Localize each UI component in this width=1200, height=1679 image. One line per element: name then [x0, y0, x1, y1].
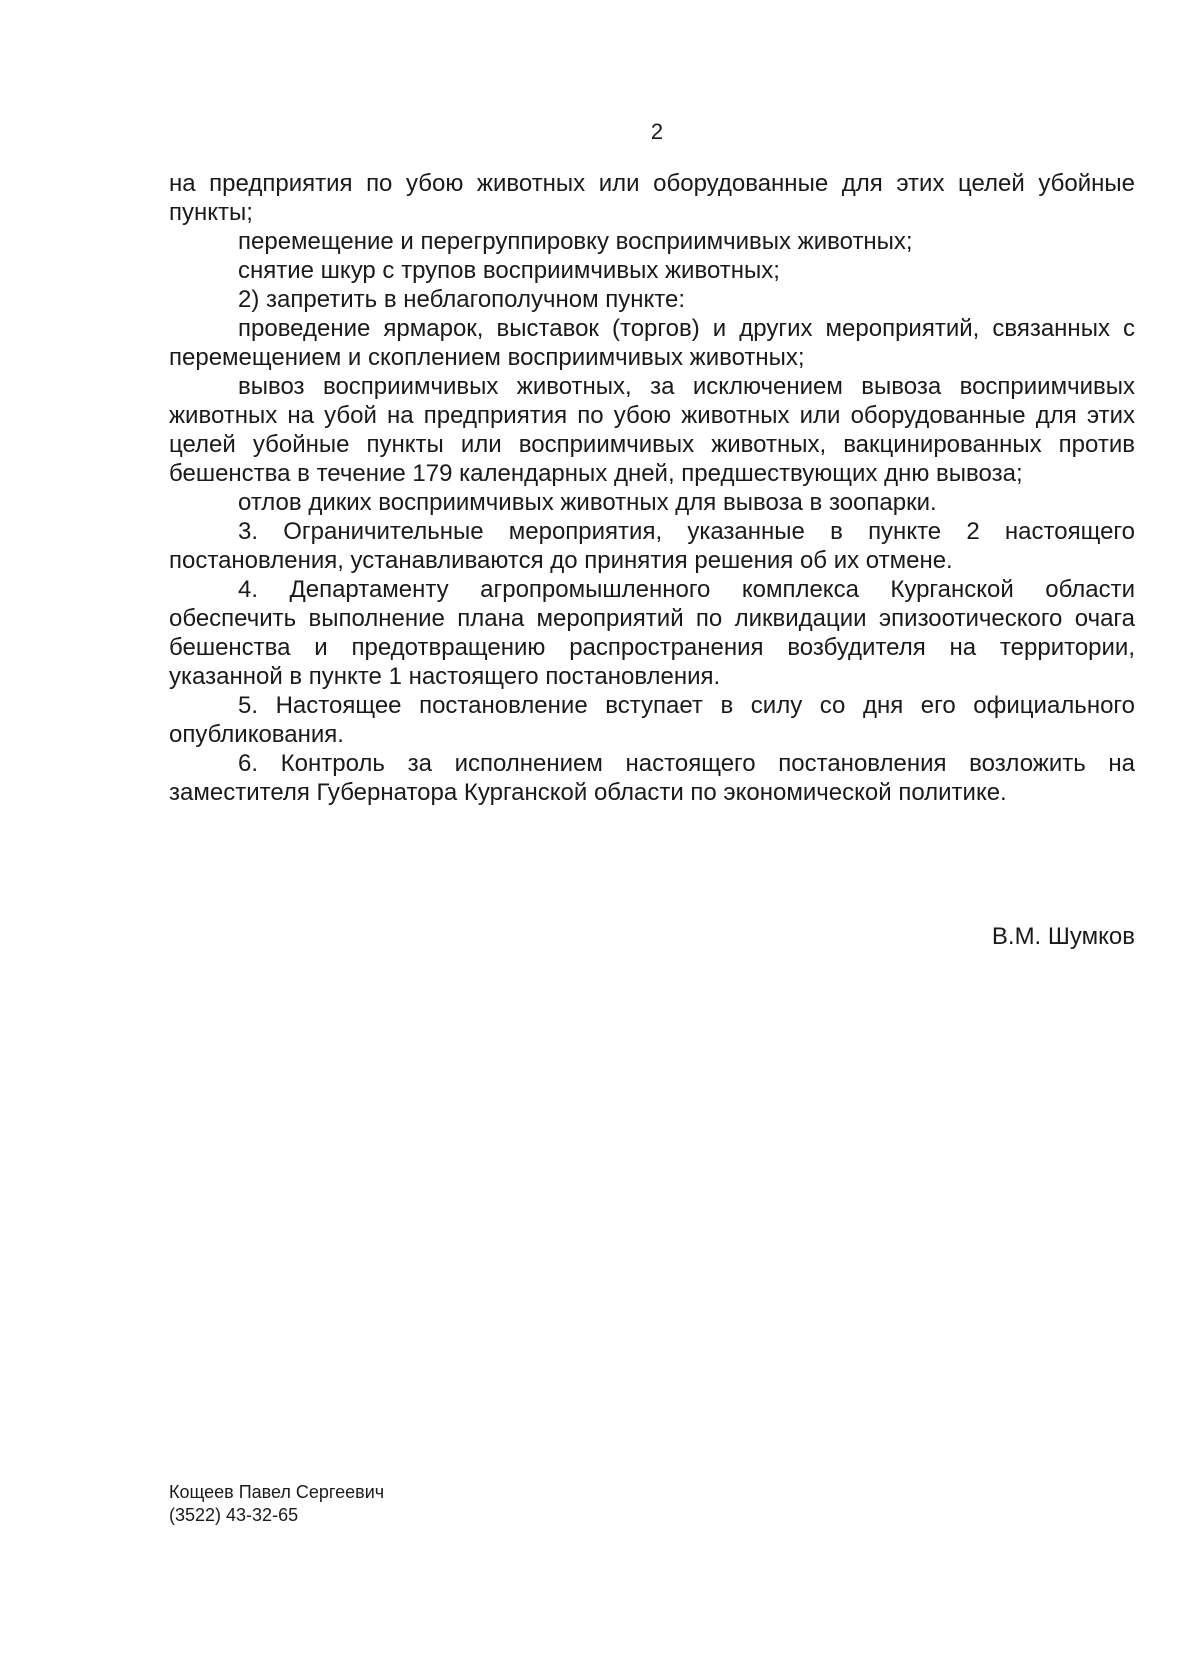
paragraph: 2) запретить в неблагополучном пункте: — [238, 286, 686, 313]
paragraph-continuation: на предприятия по убою животных или оборудованные для этих целей убойные пункты; — [169, 170, 1135, 226]
paragraph: проведение ярмарок, выставок (торгов) и других мероприятий, связанных с перемещением и скоплением восприимчивых животных; — [169, 315, 1135, 371]
document-body — [169, 169, 1135, 807]
paragraph: 4. Департаменту агропромышленного комплекса Курганской области обеспечить выполнение плана мероприятий по ликвидации эпизоотического очага бешенства и предотвращению распространения возбудителя на территории, указанной в пункте 1 настоящего постановления. — [169, 576, 1135, 690]
paragraph: отлов диких восприимчивых животных для вывоза в зоопарки. — [238, 489, 937, 516]
signatory-name: В.М. Шумков — [991, 923, 1135, 950]
executor-name: Кощеев Павел Сергеевич — [169, 1482, 385, 1502]
paragraph: снятие шкур с трупов восприимчивых животных; — [238, 257, 780, 284]
executor-phone: (3522) 43-32-65 — [169, 1505, 299, 1525]
paragraph: 3. Ограничительные мероприятия, указанные в пункте 2 настоящего постановления, устанавливаются до принятия решения об их отмене. — [169, 518, 1135, 574]
paragraph: 5. Настоящее постановление вступает в силу со дня его официального опубликования. — [169, 692, 1135, 748]
executor-block — [169, 1481, 384, 1527]
paragraph: вывоз восприимчивых животных, за исключением вывоза восприимчивых животных на убой на предприятия по убою животных или оборудованные для этих целей убойные пункты или восприимчивых животных, вакцинированных против бешенства в течение 179 календарных дней, предшествующих дню вывоза; — [169, 373, 1135, 487]
page-number: 2 — [650, 119, 664, 144]
paragraph: перемещение и перегруппировку восприимчивых животных; — [238, 228, 913, 255]
paragraph: 6. Контроль за исполнением настоящего постановления возложить на заместителя Губернатора Курганской области по экономической политике. — [169, 750, 1135, 806]
